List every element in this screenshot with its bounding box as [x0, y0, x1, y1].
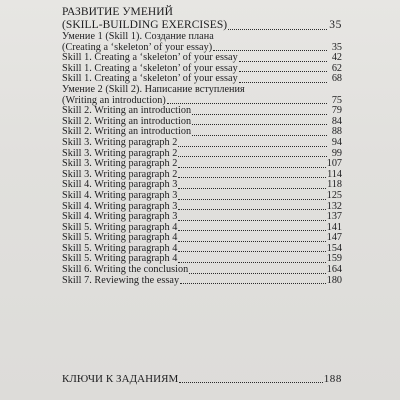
dot-leader	[178, 209, 325, 210]
toc-entry	[62, 138, 342, 149]
toc-entry-line1	[62, 32, 342, 43]
toc-entry-title: Skill 3. Writing paragraph 2	[62, 136, 178, 148]
dot-leader	[189, 273, 325, 274]
page-number: 35	[329, 19, 342, 31]
page-number: 114	[327, 168, 342, 180]
toc-entry-title: Умение 1 (Skill 1). Создание плана	[62, 31, 214, 42]
toc-entry-answers	[62, 373, 342, 385]
toc-heading-title: РАЗВИТИЕ УМЕНИЙ	[62, 6, 173, 18]
page-number: 35	[331, 41, 342, 53]
page-number: 118	[327, 179, 342, 191]
toc-entry-title: Skill 3. Writing paragraph 2	[62, 168, 178, 180]
page-number: 164	[326, 264, 342, 276]
page-number: 132	[326, 200, 342, 212]
dot-leader	[178, 167, 325, 168]
toc-entry-title: Skill 5. Writing paragraph 4	[62, 221, 178, 233]
toc-entry-title-cont: (Creating a ‘skeleton’ of your essay)	[62, 41, 213, 53]
toc-entry-title: Skill 3. Writing paragraph 2	[62, 147, 178, 159]
page-number: 147	[326, 232, 342, 244]
dot-leader	[178, 199, 325, 200]
table-of-contents	[62, 6, 342, 286]
toc-entry-line1	[62, 85, 342, 96]
dot-leader	[213, 50, 327, 51]
page-number: 84	[331, 115, 342, 127]
dot-leader	[192, 124, 327, 125]
page-number: 137	[326, 211, 342, 223]
toc-heading-line1	[62, 6, 342, 19]
page-number: 180	[326, 274, 342, 286]
page-number: 42	[331, 52, 342, 64]
toc-entry-title: Skill 7. Reviewing the essay	[62, 274, 180, 286]
page-number: 141	[326, 221, 342, 233]
answers-title: КЛЮЧИ К ЗАДАНИЯМ	[62, 373, 179, 385]
dot-leader	[167, 103, 327, 104]
toc-entry	[62, 276, 342, 287]
dot-leader	[239, 61, 327, 62]
page-number: 62	[331, 62, 342, 74]
page-number: 68	[331, 73, 342, 85]
dot-leader	[178, 220, 325, 221]
page-number: 125	[326, 189, 342, 201]
dot-leader	[239, 82, 327, 83]
page-number: 88	[331, 126, 342, 138]
toc-entry-title: Skill 5. Writing paragraph 4	[62, 232, 178, 244]
toc-entry-title-cont: (Writing an introduction)	[62, 94, 166, 106]
page-number: 188	[323, 373, 342, 385]
toc-entry-title: Skill 2. Writing an introduction	[62, 105, 192, 117]
toc-entry-title: Skill 2. Writing an introduction	[62, 115, 192, 127]
dot-leader	[178, 177, 326, 178]
dot-leader	[178, 156, 327, 157]
toc-entry-title: Skill 2. Writing an introduction	[62, 126, 192, 138]
page-number: 159	[326, 253, 342, 265]
page-number: 107	[326, 158, 342, 170]
toc-entry-title: Skill 4. Writing paragraph 3	[62, 200, 178, 212]
dot-leader	[179, 382, 322, 383]
toc-entry-title: Умение 2 (Skill 2). Написание вступления	[62, 83, 245, 95]
dot-leader	[178, 262, 325, 263]
page-number: 79	[331, 105, 342, 117]
dot-leader	[178, 230, 325, 231]
page-number: 75	[331, 94, 342, 106]
page-number: 154	[326, 242, 342, 254]
page-number: 94	[331, 136, 342, 148]
toc-entry-title: Skill 5. Writing paragraph 4	[62, 253, 178, 265]
toc-entry-title: Skill 1. Creating a ‘skeleton’ of your essay	[62, 62, 238, 74]
dot-leader	[228, 29, 327, 30]
page-number: 99	[331, 147, 342, 159]
toc-entry-title: Skill 1. Creating a ‘skeleton’ of your essay	[62, 52, 238, 64]
dot-leader	[178, 146, 327, 147]
answers-section	[62, 373, 342, 385]
toc-entry-title: Skill 4. Writing paragraph 3	[62, 189, 178, 201]
dot-leader	[180, 283, 326, 284]
toc-entry-title: Skill 6. Writing the conclusion	[62, 264, 189, 276]
toc-entry-title: Skill 3. Writing paragraph 2	[62, 158, 178, 170]
toc-entry-title: Skill 1. Creating a ‘skeleton’ of your essay	[62, 73, 238, 85]
toc-entry-title: Skill 4. Writing paragraph 3	[62, 211, 178, 223]
toc-entry-title: Skill 5. Writing paragraph 4	[62, 242, 178, 254]
toc-entry	[62, 191, 342, 202]
dot-leader	[178, 241, 325, 242]
toc-heading-subtitle: (SKILL-BUILDING EXERCISES)	[62, 19, 228, 31]
dot-leader	[239, 71, 327, 72]
toc-entry-title: Skill 4. Writing paragraph 3	[62, 179, 178, 191]
dot-leader	[192, 135, 327, 136]
dot-leader	[178, 188, 326, 189]
dot-leader	[178, 251, 325, 252]
dot-leader	[192, 114, 327, 115]
